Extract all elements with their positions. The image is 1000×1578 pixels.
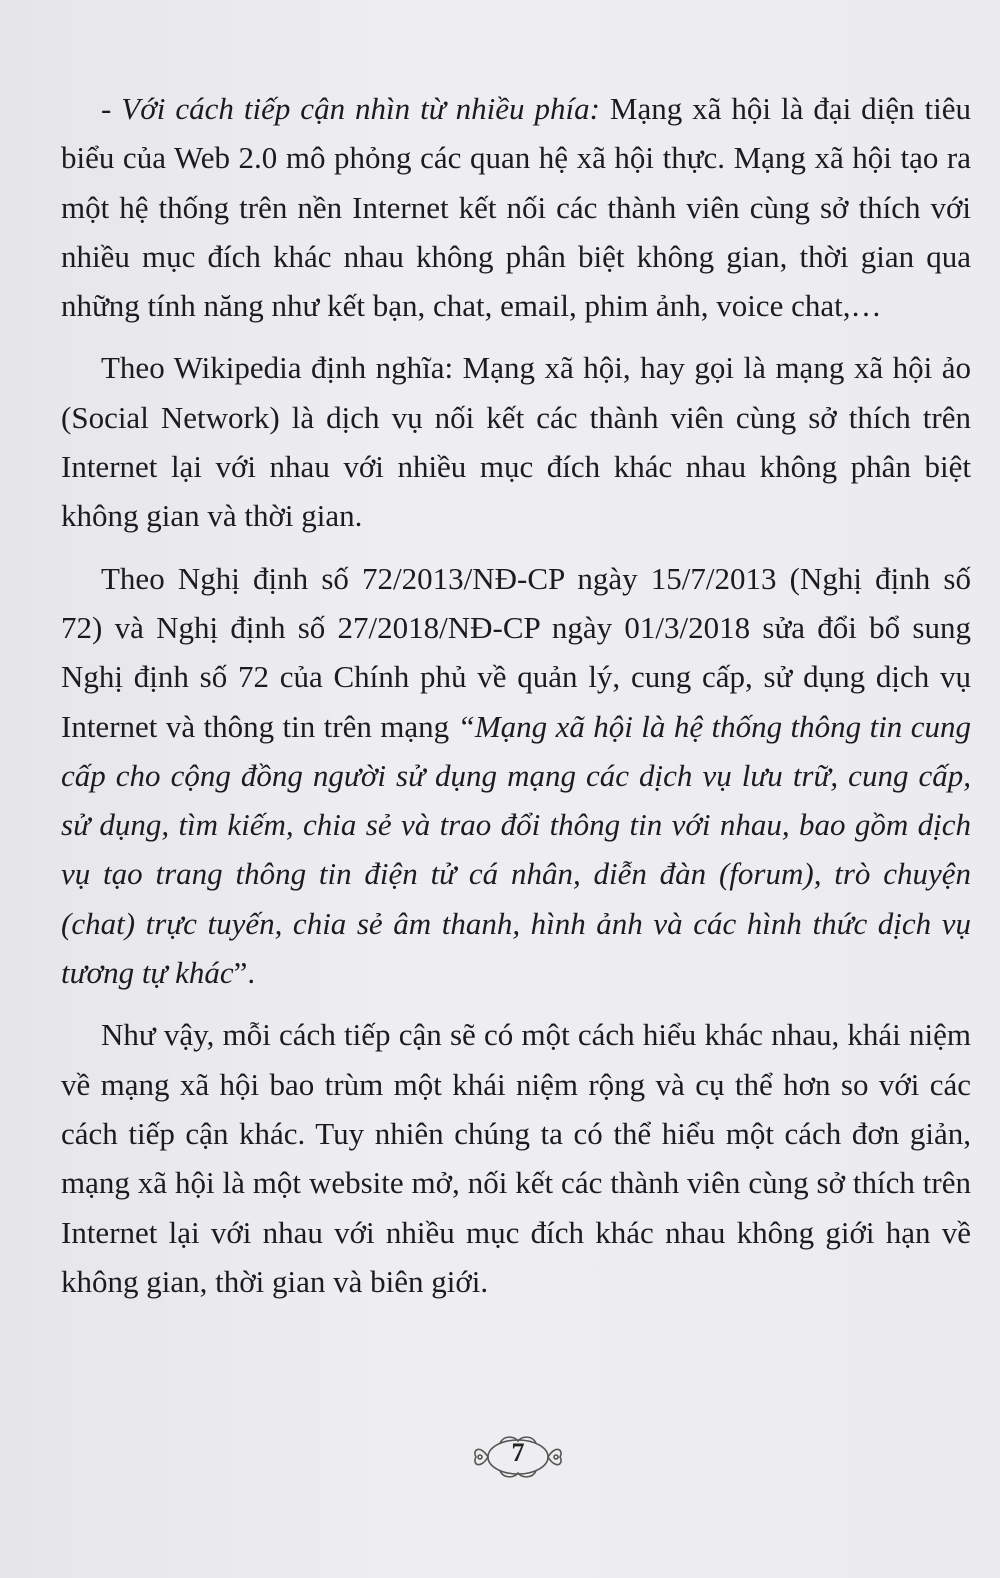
decree-quote-italic: “Mạng xã hội là hệ thống thông tin cung cấp cho cộng đồng người sử dụng mạng các dịch vụ lưu trữ, cung cấp, sử dụng, tìm kiếm, chia sẻ và trao đổi thông tin với nhau, bao gồm dịch vụ tạo trang thông tin điện tử cá nhân, diễn đàn (forum), trò chuyện (chat) trực tuyến, chia sẻ âm thanh, hình ảnh và các hình thức dịch vụ tương tự khác bbox=[61, 708, 971, 991]
paragraph-text: Như vậy, mỗi cách tiếp cận sẽ có một cách hiểu khác nhau, khái niệm về mạng xã hội bao trùm một khái niệm rộng và cụ thể hơn so với các cách tiếp cận khác. Tuy nhiên chúng ta có thể hiểu một cách đơn giản, mạng xã hội là một website mở, nối kết các thành viên cùng sở thích trên Internet lại với nhau với nhiều mục đích khác nhau không giới hạn về không gian, thời gian và biên giới. bbox=[61, 1017, 971, 1299]
page-footer bbox=[470, 1432, 566, 1482]
paragraph-text: Mạng xã hội là đại diện tiêu biểu của Web 2.0 mô phỏng các quan hệ xã hội thực. Mạng xã hội tạo ra một hệ thống trên nền Internet kết nối các thành viên cùng sở thích với nhiều mục đích khác nhau không phân biệt không gian, thời gian qua những tính năng như kết bạn, chat, email, phim ảnh, voice chat,… bbox=[61, 91, 972, 324]
paragraph-conclusion bbox=[61, 1010, 971, 1306]
paragraph-decree-definition bbox=[61, 554, 971, 998]
paragraph-wikipedia-definition bbox=[61, 343, 971, 540]
paragraph-approach-definition bbox=[61, 84, 971, 330]
body-text bbox=[61, 84, 971, 1306]
paragraph-text: Theo Nghị định số 72/2013/NĐ-CP ngày 15/7/2013 (Nghị định số 72) và Nghị định số 27/2018/NĐ-CP ngày 01/3/2018 sửa đổi bổ sung Nghị định số 72 của Chính phủ về quản lý, cung cấp, sử dụng dịch vụ Internet và thông tin trên mạng bbox=[61, 560, 971, 744]
page-number: 7 bbox=[511, 1438, 525, 1467]
paragraph-lead-italic: - Với cách tiếp cận nhìn từ nhiều phía: bbox=[101, 91, 600, 126]
paragraph-text: Theo Wikipedia định nghĩa: Mạng xã hội, hay gọi là mạng xã hội ảo (Social Network) là dịch vụ nối kết các thành viên cùng sở thích trên Internet lại với nhau với nhiều mục đích khác nhau không phân biệt không gian và thời gian. bbox=[61, 350, 971, 534]
decree-quote-tail: ”. bbox=[233, 955, 256, 991]
